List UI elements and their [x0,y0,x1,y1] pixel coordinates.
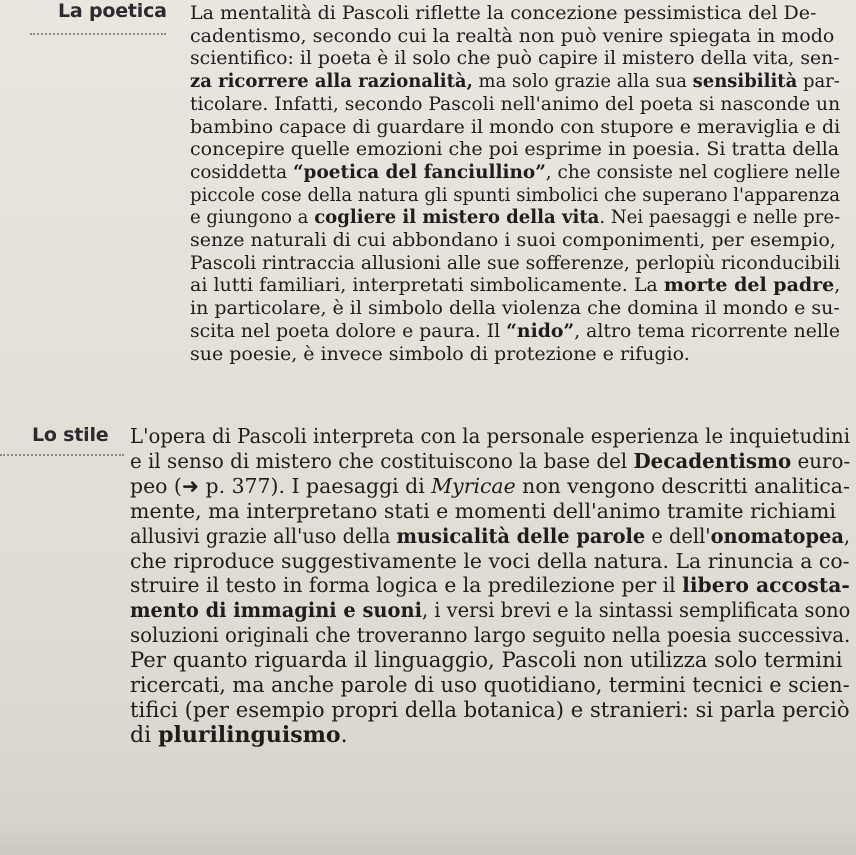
text-line: tifici (per esempio propri della botanica) e stranieri: si parla perciò [130,696,850,722]
bold-term: Decadentismo [633,448,792,473]
italic-title: Myricae [431,473,516,498]
text-line: peo (➜ p. 377). I paesaggi di Myricae non vengono descritti analitica- [130,473,850,498]
bold-term: onomatopea [710,523,844,548]
bold-term: cogliere il mistero della vita [314,206,600,229]
section-heading-stile: Lo stile [32,424,109,446]
bold-term: morte del padre [663,274,835,297]
text-line: Per quanto riguarda il linguaggio, Pascoli non utilizza solo termini [130,647,843,673]
text-line: za ricorrere alla razionalità, ma solo grazie alla sua sensibilità par- [190,70,840,93]
text-line: mente, ma interpretano stati e momenti dell'animo tramite richiami [130,498,836,523]
text-line: in particolare, è il simbolo della violenza che domina il mondo e su- [190,297,840,320]
paragraph-poetica [190,2,840,365]
bold-term: plurilinguismo [158,721,341,748]
text-line: mento di immagini e suoni, i versi brevi e la sintassi semplificata sono [130,598,851,623]
text-line: ticolare. Infatti, secondo Pascoli nell'animo del poeta si nasconde un [190,92,841,115]
arrow-icon: ➜ [181,473,200,498]
text-line: scientifico: il poeta è il solo che può capire il mistero della vita, sen- [190,47,840,70]
bold-term: musicalità delle parole [396,523,646,548]
text-line: allusivi grazie all'uso della musicalità delle parole e dell'onomatopea, [130,523,851,548]
text-line: che riproduce suggestivamente le voci della natura. La rinuncia a co- [130,548,850,573]
text-line: soluzioni originali che troveranno largo seguito nella poesia successiva. [130,623,851,648]
text-line: bambino capace di guardare il mondo con stupore e meraviglia e di [190,115,841,138]
bold-term: “nido” [506,319,575,342]
heading-dotted-rule [0,454,124,456]
text-line: e giungono a cogliere il mistero della vita. Nei paesaggi e nelle pre- [190,206,841,229]
text-line: cadentismo, secondo cui la realtà non può venire spiegata in modo [190,24,835,47]
text-line: cosiddetta “poetica del fanciullino”, che consiste nel cogliere nelle [190,160,841,183]
section-heading-poetica: La poetica [58,0,167,22]
paragraph-stile [130,424,850,749]
bold-term: za ricorrere alla razionalità, [190,70,473,93]
bold-term: “poetica del fanciullino” [292,160,546,183]
text-line: sue poesie, è invece simbolo di protezione e rifugio. [190,342,690,365]
text-line: L'opera di Pascoli interpreta con la personale esperienza le inquietudini [130,424,850,448]
text-line: piccole cose della natura gli spunti simbolici che superano l'apparenza [190,183,840,206]
text-line: concepire quelle emozioni che poi esprime in poesia. Si tratta della [190,138,840,161]
text-line: ai lutti familiari, interpretati simbolicamente. La morte del padre, [190,274,841,297]
bold-term: sensibilità [692,70,798,93]
text-line: Pascoli rintraccia allusioni alle sue sofferenze, perlopiù riconducibili [190,251,841,274]
text-line: struire il testo in forma logica e la predilezione per il libero accosta- [130,573,850,598]
text-line: ricercati, ma anche parole di uso quotidiano, termini tecnici e scien- [130,672,850,698]
text-line: senze naturali di cui abbondano i suoi componimenti, per esempio, [190,229,836,252]
bold-term: libero accosta- [682,573,850,598]
text-line: scita nel poeta dolore e paura. Il “nido”, altro tema ricorrente nelle [190,319,841,342]
bold-term: mento di immagini e suoni [130,598,422,623]
page-bottom-shadow [0,820,856,855]
text-line: e il senso di mistero che costituiscono la base del Decadentismo euro- [130,448,851,473]
heading-dotted-rule [30,33,166,35]
text-line: La mentalità di Pascoli riflette la concezione pessimistica del De- [190,2,817,24]
text-line: di plurilinguismo. [130,721,348,748]
